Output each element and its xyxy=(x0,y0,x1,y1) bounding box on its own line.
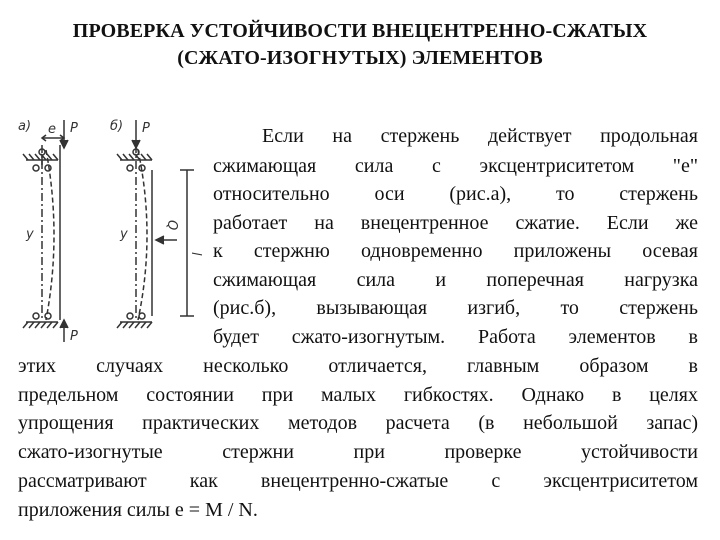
paragraph-line: этих случаях несколько отличается, главным образом в xyxy=(18,355,698,377)
title-line-1: ПРОВЕРКА УСТОЙЧИВОСТИ ВНЕЦЕНТРЕННО-СЖАТЫХ xyxy=(72,20,648,42)
page-title xyxy=(0,18,720,72)
top-support-a xyxy=(23,149,58,171)
axis-label-b: y xyxy=(120,227,128,242)
force-label-a-top: P xyxy=(70,121,78,136)
paragraph-line: работает на внецентренное сжатие. Если же xyxy=(213,212,698,234)
force-label-b: P xyxy=(142,121,150,136)
top-support-b xyxy=(117,149,152,171)
load-label: Q xyxy=(164,220,179,231)
deflected-shape-a xyxy=(46,150,54,320)
column-diagram xyxy=(12,110,208,350)
paragraph-line: упрощения практических методов расчета (в небольшой запас) xyxy=(18,412,698,434)
paragraph-line: рассматривают как внецентренно-сжатые с эксцентриситетом xyxy=(18,470,698,492)
bottom-support-b xyxy=(117,313,152,328)
bottom-support-a xyxy=(23,313,58,328)
deflected-shape-b xyxy=(138,150,147,320)
figure-label-a: a) xyxy=(18,119,32,134)
figure-label-b: б) xyxy=(110,119,124,134)
paragraph-line: приложения силы e = M / N. xyxy=(18,499,258,521)
paragraph-line: Если на стержень действует продольная xyxy=(262,125,698,147)
paragraph-line: относительно оси (рис.а), то стержень xyxy=(213,183,698,205)
paragraph-line: сжимающая сила и поперечная нагрузка xyxy=(213,269,698,291)
paragraph-line: предельном состоянии при малых гибкостях. Однако в целях xyxy=(18,384,698,406)
title-line-2: (СЖАТО-ИЗОГНУТЫХ) ЭЛЕМЕНТОВ xyxy=(177,47,543,69)
paragraph-line: (рис.б), вызывающая изгиб, то стержень xyxy=(213,297,698,319)
paragraph-line: сжимающая сила с эксцентриситетом "e" xyxy=(213,155,698,177)
paragraph-line: будет сжато-изогнутым. Работа элементов в xyxy=(213,326,698,348)
eccentricity-label: e xyxy=(48,122,56,137)
force-label-a-bottom: P xyxy=(70,329,78,344)
axis-label-a: y xyxy=(26,227,34,242)
paragraph-line: к стержню одновременно приложены осевая xyxy=(213,240,698,262)
length-label: l xyxy=(188,252,203,256)
paragraph-line: сжато-изогнутые стержни при проверке устойчивости xyxy=(18,441,698,463)
